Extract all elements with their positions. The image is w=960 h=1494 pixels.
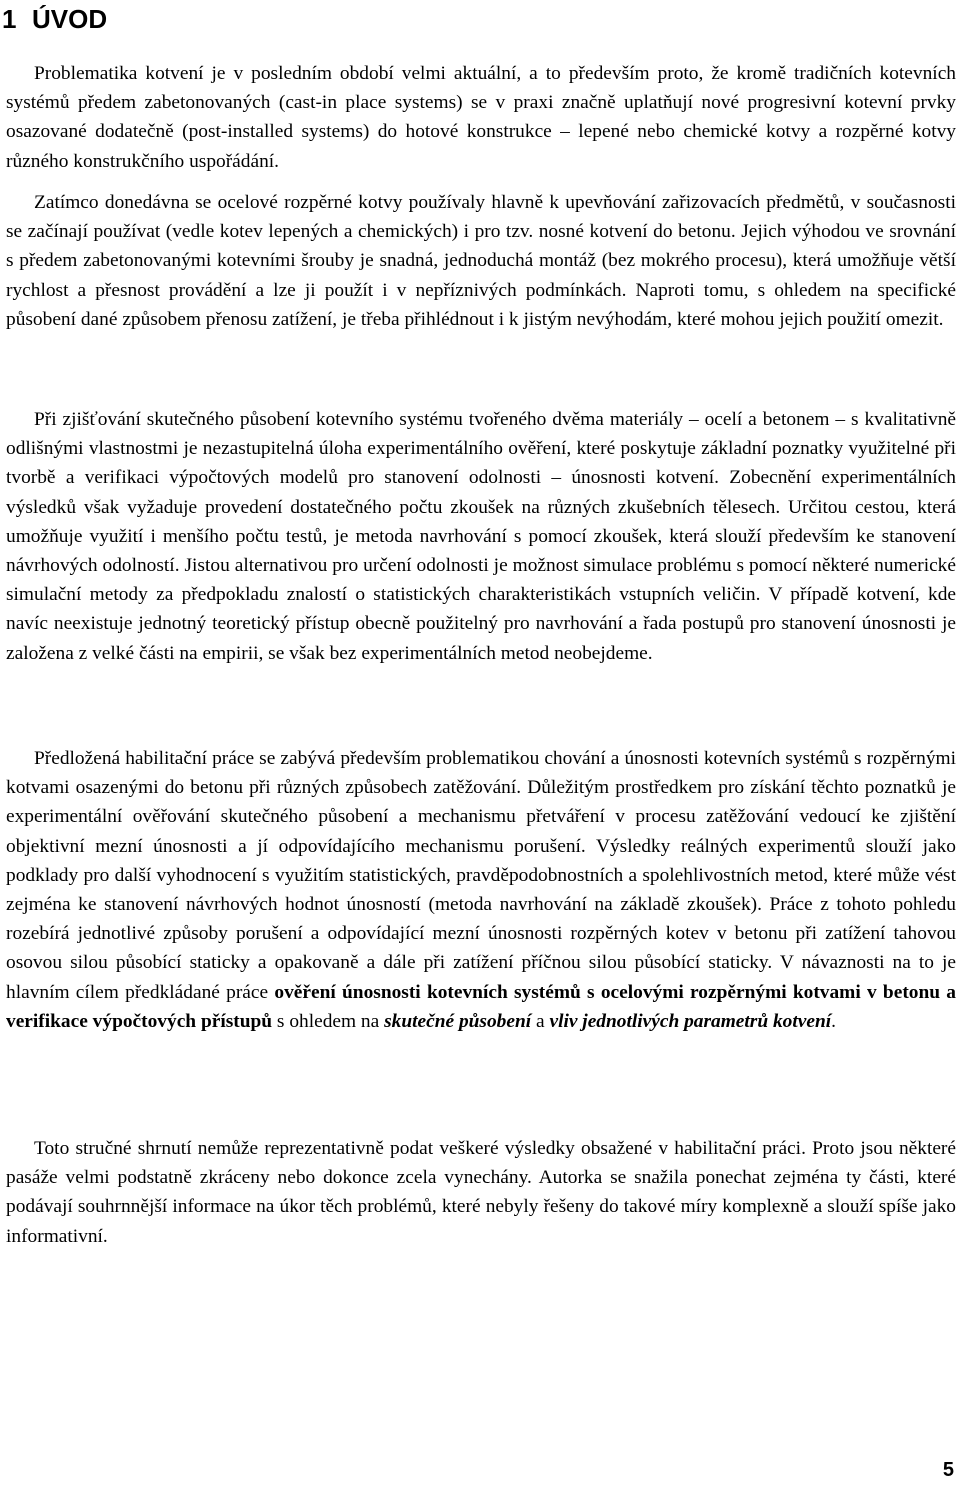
paragraph-thesis-aim: [6, 744, 956, 1036]
section-number: 1: [2, 4, 17, 34]
paragraph-thesis-aim-mid: s ohledem na: [272, 1010, 385, 1032]
thesis-aim-bold: ověření únosnosti kotevních systémů s ocelovými rozpěrnými kotvami v betonu a verifikace výpočtových přístupů: [6, 981, 956, 1032]
paragraph-thesis-aim-intro: Předložená habilitační práce se zabývá především problematikou chování a únosnosti kotevních systémů s rozpěrnými kotvami osazenými do betonu při různých způsobech zatěžování. Důležitým prostředkem pro získání těchto poznatků je experimentální ověřování skutečného působení a mechanismu přetváření v procesu zatěžování vedoucí ke zjištění objektivní mezní únosnosti a jí odpovídajícího mechanismu porušení. Výsledky reálných experimentů slouží jako podklady pro další vyhodnocení s využitím statistických, pravděpodobnostních a spolehlivostních metod, které může vést zejména ke stanovení návrhových hodnot únosností (metoda navrhování na základě zkoušek). Práce z tohoto pohledu rozebírá jednotlivé způsoby porušení a odpovídající mezní únosnosti rozpěrných kotev v betonu při zatížení tahovou osovou silou působící staticky a opakovaně a dále při zatížení příčnou silou působící staticky. V návaznosti na to je hlavním cílem předkládané práce: [6, 748, 956, 1003]
paragraph-intro: Problematika kotvení je v posledním období velmi aktuální, a to především proto, že kromě tradičních kotevních systémů předem zabetonovaných (cast-in place systems) se v praxi značně uplatňují nové progresivní kotevní prvky osazované dodatečně (post-installed systems) do hotové konstrukce – lepené nebo chemické kotvy a rozpěrné kotvy různého konstrukčního uspořádání.: [6, 63, 956, 172]
actual-behaviour-emphasis: skutečné působení: [384, 1010, 532, 1032]
paragraph-experimental-verification: Při zjišťování skutečného působení kotevního systému tvořeného dvěma materiály – ocelí a betonem – s kvalitativně odlišnými vlastnostmi je nezastupitelná úloha experimentálního ověření, které poskytuje základní poznatky využitelné při tvorbě a verifikaci výpočtových modelů pro stanovení odolnosti – únosnosti kotvení. Zobecnění experimentálních výsledků však vyžaduje provedení dostatečného počtu zkoušek na různých zkušebních tělesech. Určitou cestou, která umožňuje využití i menšího počtu testů, je metoda navrhování s pomocí zkoušek, která slouží především ke stanovení návrhových odolností. Jistou alternativou pro určení odolnosti je možnost simulace problému s pomocí některé numerické simulační metody za předpokladu znalostí o statistických charakteristikách vstupních veličin. V případě kotvení, kde navíc neexistuje jednotný teoretický přístup obecně použitelný pro navrhování a řada postupů pro stanovení únosnosti je založena z velké části na empirii, se však bez experimentálních metod neobejdeme.: [6, 409, 956, 664]
section-title: ÚVOD: [32, 4, 108, 34]
paragraph-thesis-aim-and: a: [531, 1010, 550, 1032]
paragraph-expansion-anchors: Zatímco donedávna se ocelové rozpěrné kotvy používaly hlavně k upevňování zařizovacích předmětů, v současnosti se začínají používat (vedle kotev lepených a chemických) i pro tzv. nosné kotvení do betonu. Jejich výhodou ve srovnání s předem zabetonovanými kotevními šrouby je snadná, jednoduchá montáž (bez mokrého procesu), která umožňuje větší rychlost a přesnost provádění a lze ji použít i v nepříznivých podmínkách. Naproti tomu, s ohledem na specifické působení dané způsobem přenosu zatížení, je třeba přihlédnout i k jistým nevýhodám, které mohou jejich použití omezit.: [6, 192, 956, 330]
page-number: 5: [942, 1459, 954, 1481]
parameter-influence-emphasis: vliv jednotlivých parametrů kotvení: [549, 1010, 832, 1032]
paragraph-thesis-aim-end: .: [831, 1010, 836, 1032]
section-heading: [2, 2, 107, 36]
paragraph-summary-note: Toto stručné shrnutí nemůže reprezentativně podat veškeré výsledky obsažené v habilitační práci. Proto jsou některé pasáže velmi podstatně zkráceny nebo dokonce zcela vynechány. Autorka se snažila ponechat zejména ty části, které podávají souhrnnější informace na úkor těch problémů, které nebyly řešeny do takové míry komplexně a slouží spíše jako informativní.: [6, 1138, 956, 1247]
